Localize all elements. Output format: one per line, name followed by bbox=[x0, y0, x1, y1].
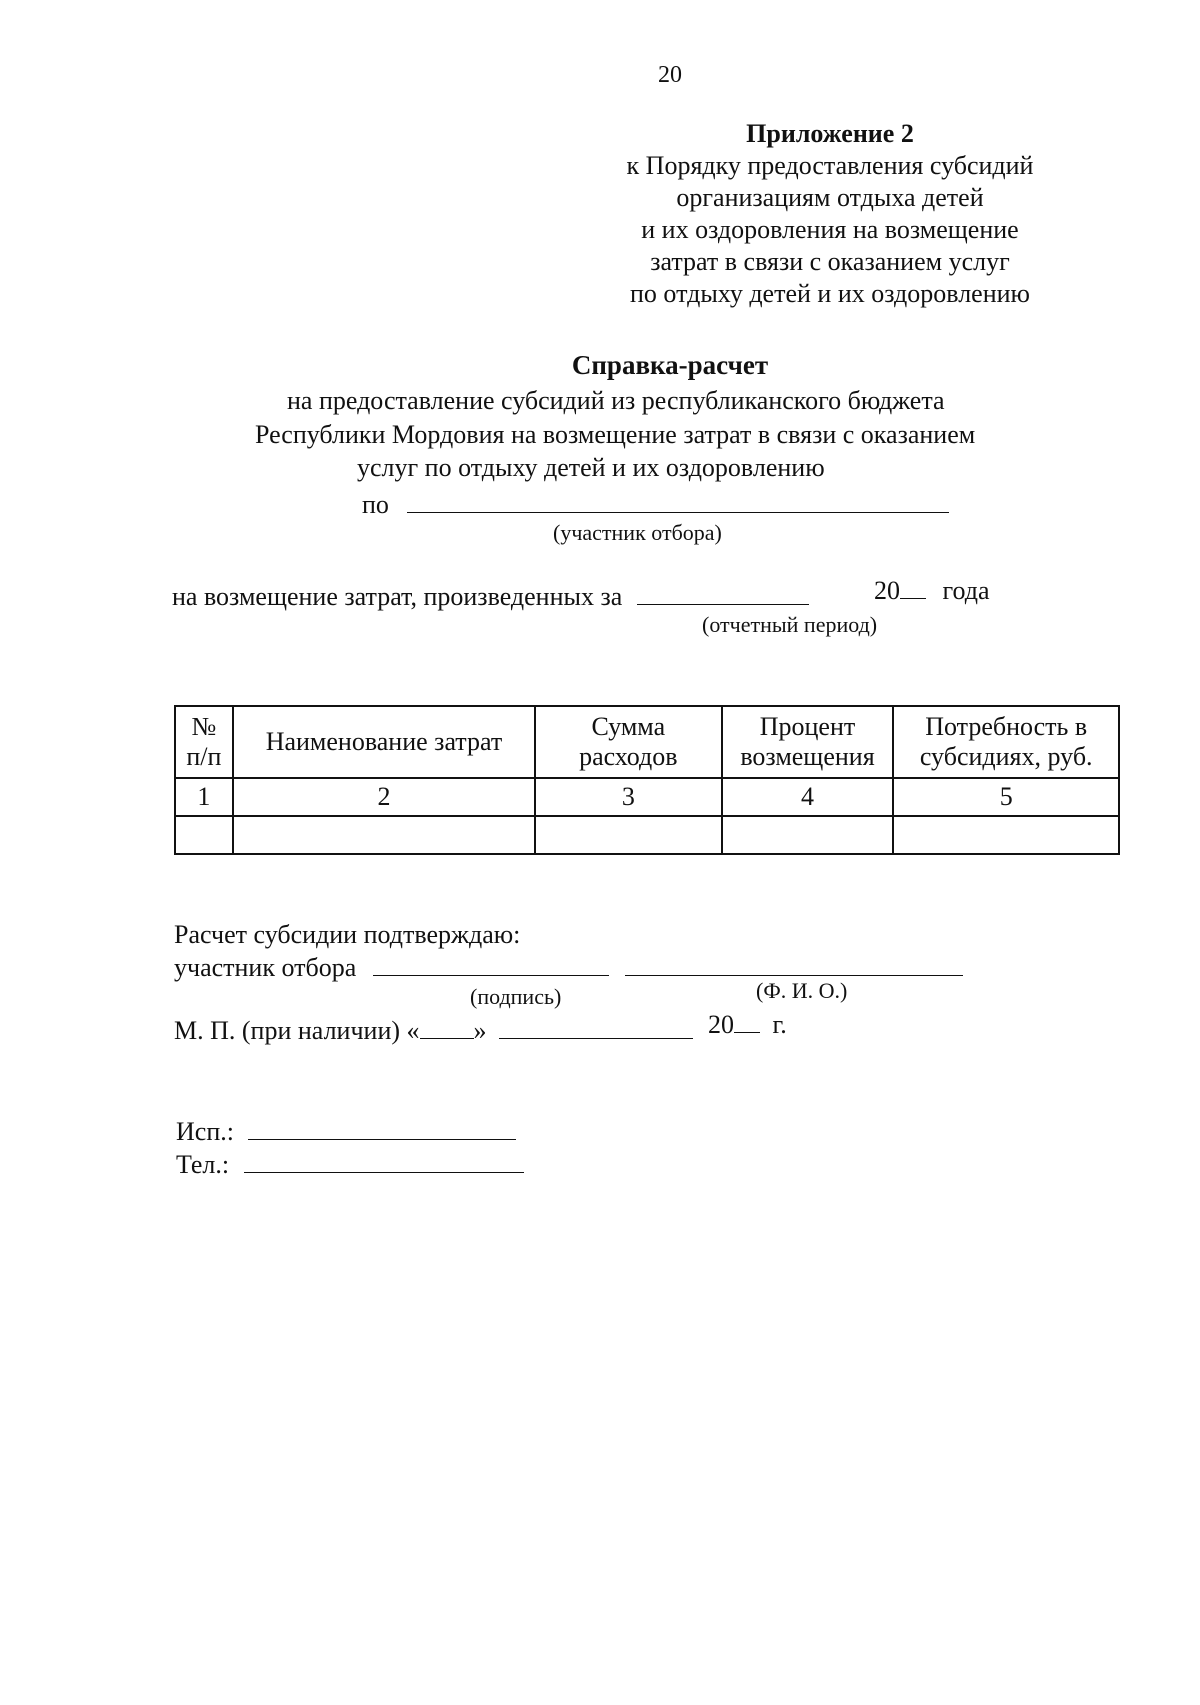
period-caption: (отчетный период) bbox=[702, 612, 878, 637]
period-year-prefix: 20 bbox=[874, 576, 900, 605]
table-cell[interactable] bbox=[893, 816, 1119, 854]
table-cell[interactable] bbox=[535, 816, 722, 854]
appendix-line: затрат в связи с оказанием услуг bbox=[650, 247, 1010, 276]
page-number: 20 bbox=[658, 62, 682, 88]
participant-field[interactable] bbox=[407, 490, 949, 513]
table-header-cell: Процент возмещения bbox=[722, 706, 894, 778]
phone-label: Тел.: bbox=[176, 1150, 230, 1179]
table-header-cell: № п/п bbox=[175, 706, 233, 778]
phone-field[interactable] bbox=[244, 1150, 524, 1173]
seal-year-prefix: 20 bbox=[708, 1010, 734, 1039]
table-cell: 2 bbox=[233, 778, 535, 816]
period-label: на возмещение затрат, произведенных за bbox=[172, 582, 623, 611]
table-cell[interactable] bbox=[722, 816, 894, 854]
seal-year-suffix: г. bbox=[772, 1010, 787, 1039]
quote-close: » bbox=[473, 1016, 487, 1045]
subtitle-line: на предоставление субсидий из республиканского бюджета bbox=[287, 386, 945, 415]
day-field[interactable] bbox=[420, 1016, 474, 1039]
participant-caption: (участник отбора) bbox=[553, 520, 722, 545]
table-header-row bbox=[175, 706, 1119, 778]
appendix-block bbox=[600, 118, 1060, 310]
fio-caption: (Ф. И. О.) bbox=[756, 978, 848, 1003]
executor-label: Исп.: bbox=[176, 1117, 234, 1146]
period-year bbox=[874, 576, 990, 606]
seal-year bbox=[708, 1010, 787, 1040]
period-year-suffix: года bbox=[942, 576, 990, 605]
signature-field[interactable] bbox=[373, 953, 609, 976]
phone-line bbox=[176, 1150, 524, 1180]
table-cell[interactable] bbox=[175, 816, 233, 854]
executor-field[interactable] bbox=[248, 1117, 516, 1140]
subtitle-line: услуг по отдыху детей и их оздоровлению bbox=[357, 453, 825, 482]
appendix-line: организациям отдыха детей bbox=[676, 183, 984, 212]
participant-line bbox=[362, 490, 949, 520]
seal-year-field[interactable] bbox=[734, 1010, 760, 1033]
seal-line bbox=[174, 1016, 693, 1046]
table-header-cell: Наименование затрат bbox=[233, 706, 535, 778]
executor-line bbox=[176, 1117, 516, 1147]
participant-label: участник отбора bbox=[174, 953, 357, 982]
table-row bbox=[175, 816, 1119, 854]
period-field[interactable] bbox=[637, 582, 809, 605]
seal-label: М. П. (при наличии) « bbox=[174, 1016, 420, 1045]
document-title: Справка-расчет bbox=[571, 350, 769, 380]
cost-table bbox=[174, 705, 1120, 855]
table-cell: 4 bbox=[722, 778, 894, 816]
appendix-line: по отдыху детей и их оздоровлению bbox=[630, 279, 1030, 308]
signature-caption: (подпись) bbox=[470, 984, 562, 1009]
table-number-row bbox=[175, 778, 1119, 816]
table-header-cell: Сумма расходов bbox=[535, 706, 722, 778]
appendix-line: и их оздоровления на возмещение bbox=[641, 215, 1019, 244]
table-header-cell: Потребность в субсидиях, руб. bbox=[893, 706, 1119, 778]
appendix-title: Приложение 2 bbox=[746, 119, 914, 148]
table-cell: 3 bbox=[535, 778, 722, 816]
subtitle-line: Республики Мордовия на возмещение затрат в связи с оказанием bbox=[255, 420, 976, 449]
period-line bbox=[172, 582, 809, 612]
month-field[interactable] bbox=[499, 1016, 693, 1039]
table-cell: 1 bbox=[175, 778, 233, 816]
appendix-line: к Порядку предоставления субсидий bbox=[626, 151, 1034, 180]
by-label: по bbox=[362, 490, 389, 519]
period-year-field[interactable] bbox=[900, 576, 926, 599]
confirm-text: Расчет субсидии подтверждаю: bbox=[174, 920, 521, 949]
fio-field[interactable] bbox=[625, 953, 963, 976]
table-cell: 5 bbox=[893, 778, 1119, 816]
table-cell[interactable] bbox=[233, 816, 535, 854]
